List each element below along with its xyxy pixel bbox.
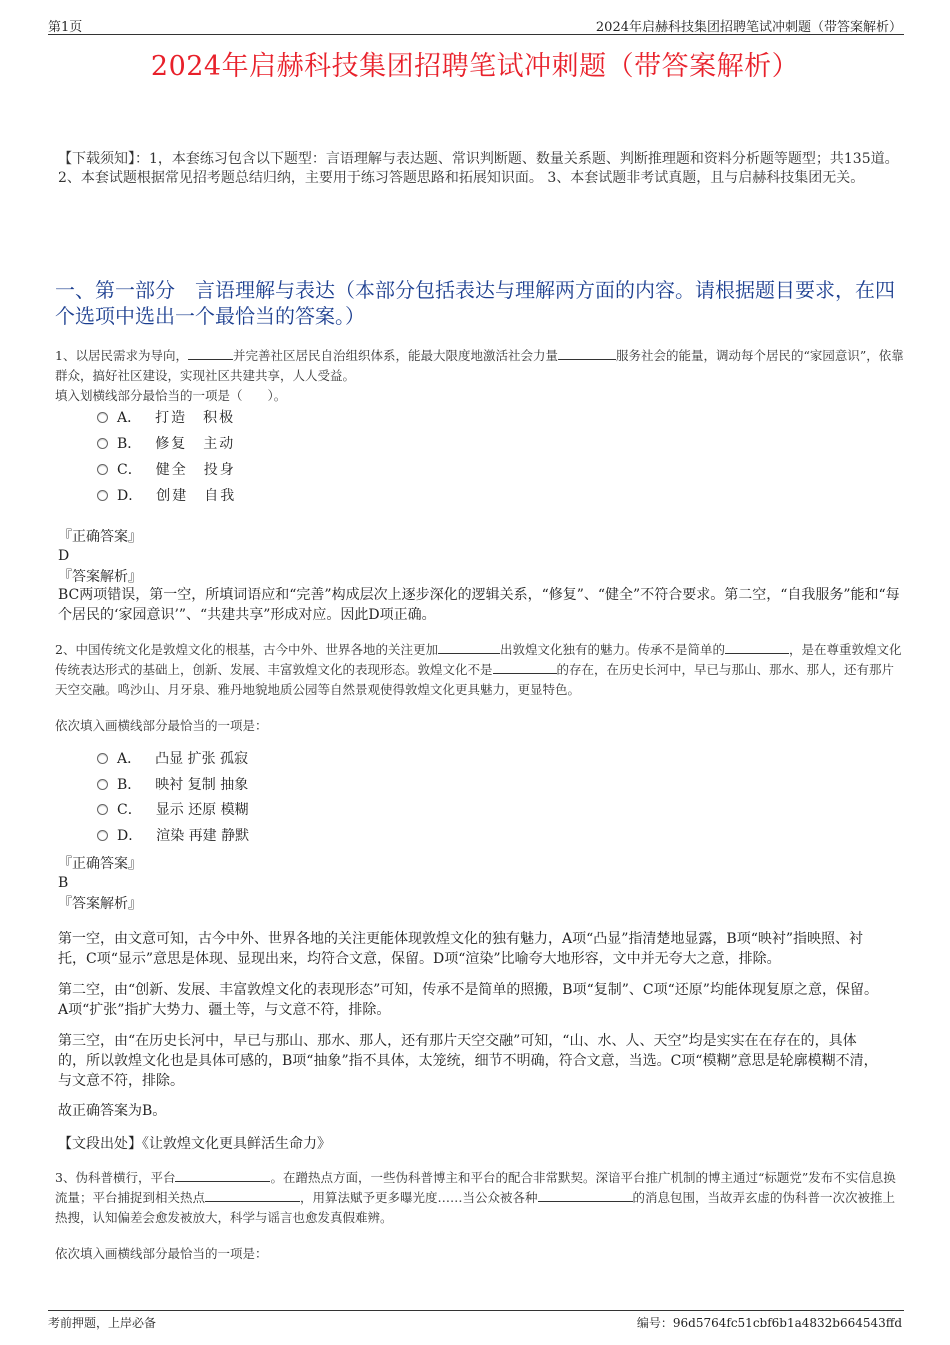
q1-text-part: 1、以居民需求为导向，: [55, 348, 188, 363]
q3-blank-3: [538, 1189, 633, 1202]
option-letter: D．: [117, 488, 143, 504]
question-2-text: [55, 640, 905, 700]
q2-blank-2: [725, 641, 789, 654]
header-rule: [48, 34, 904, 35]
option-letter: C．: [117, 462, 142, 478]
q2-text-part: ，是在尊重敦煌文化传统表达形式的基础上，创新、发展、丰富敦煌文化的表现形态。敦煌文化不是: [55, 642, 902, 677]
footer-rule: [48, 1310, 904, 1311]
q3-text-part: 3、伪科普横行，平台: [55, 1170, 176, 1185]
q1-option-a[interactable]: [97, 408, 235, 428]
q2-option-d[interactable]: [97, 826, 249, 846]
radio-icon[interactable]: [97, 830, 108, 841]
q1-answer: D: [58, 548, 70, 564]
q2-analysis-label: 『答案解析』: [58, 896, 142, 912]
option-text: 打造 积极: [155, 410, 236, 426]
option-letter: C．: [117, 802, 142, 818]
q2-option-a[interactable]: [97, 749, 248, 769]
question-3-text: [55, 1168, 905, 1228]
option-letter: B．: [117, 436, 142, 452]
radio-icon[interactable]: [97, 779, 108, 790]
option-letter: A．: [117, 751, 142, 767]
download-notice: 【下载须知】：1，本套练习包含以下题型：言语理解与表达题、常识判断题、数量关系题、判断推理题和资料分析题等题型；共135道。 2、本套试题根据常见招考题总结归纳，主要用于练习答题思路和拓展知识面。 3、本套试题非考试真题，且与启赫科技集团无关。: [58, 151, 899, 186]
q1-option-b[interactable]: [97, 434, 235, 454]
option-letter: B．: [117, 777, 142, 793]
option-text: 健全 投身: [155, 462, 236, 478]
page-title: 2024年启赫科技集团招聘笔试冲刺题（带答案解析）: [150, 51, 800, 82]
q2-analysis-p1: 第一空，由文意可知，古今中外、世界各地的关注更能体现敦煌文化的独有魅力，A项“凸显”指清楚地显露，B项“映衬”指映照、衬托，C项“显示”意思是体现、显现出来，均符合文意，保留。D项“渲染”比喻夸大地形容，文中并无夸大之意，排除。: [58, 931, 864, 967]
radio-icon[interactable]: [97, 753, 108, 764]
q2-text-part: 的存在，在历史长河中，早已与那山、那水、那人，还有那片天空交融。鸣沙山、月牙泉、雅丹地貌地质公园等自然景观使得敦煌文化更具魅力，更显特色。: [55, 662, 895, 697]
q2-option-c[interactable]: [97, 800, 249, 820]
question-3-prompt: 依次填入画横线部分最恰当的一项是：: [55, 1246, 268, 1261]
q2-conclusion: 故正确答案为B。: [58, 1103, 167, 1119]
radio-icon[interactable]: [97, 438, 108, 449]
radio-icon[interactable]: [97, 490, 108, 501]
question-1-prompt: 填入划横线部分最恰当的一项是（ ）。: [55, 388, 287, 403]
q2-text-part: 出敦煌文化独有的魅力。传承不是简单的: [499, 642, 725, 657]
option-text: 修复 主动: [155, 436, 236, 452]
q3-blank-2: [205, 1189, 300, 1202]
radio-icon[interactable]: [97, 464, 108, 475]
q3-text-part: 。在蹭热点方面，一些伪科普博主和平台的配合非常默契。深谙平台推广机制的博主通过“标题党”发布不实信息换流量；平台捕捉到相关热点: [55, 1170, 896, 1205]
option-text: 凸显 扩张 孤寂: [155, 751, 249, 767]
q1-blank-2: [558, 347, 616, 360]
q2-blank-1: [438, 641, 500, 654]
q2-analysis-p2: 第二空，由“创新、发展、丰富敦煌文化的表现形态”可知，传承不是简单的照搬，B项“复制”、C项“还原”均能体现复原之意，保留。A项“扩张”指扩大势力、疆土等，与文意不符，排除。: [58, 982, 878, 1018]
q1-analysis: BC两项错误，第一空，所填词语应和“完善”构成层次上逐步深化的逻辑关系，“修复”、“健全”不符合要求。第二空，“自我服务”能和“每个居民的‘家园意识’”、“共建共享”形成对应。因此D项正确。: [58, 587, 900, 623]
option-letter: A．: [117, 410, 142, 426]
q3-text-part: ，用算法赋予更多曝光度……当公众被各种: [300, 1190, 538, 1205]
q1-blank-1: [188, 347, 233, 360]
page-number: 第1页: [48, 20, 83, 35]
q2-analysis-p3: 第三空，由“在历史长河中，早已与那山、那水、那人，还有那片天空交融”可知，“山、水、人、天空”均是实实在在存在的，具体的，所以敦煌文化也是具体可感的，B项“抽象”指不具体，太笼统，细节不明确，符合文意，当选。C项“模糊”意思是轮廓模糊不清，与文意不符，排除。: [58, 1033, 878, 1089]
radio-icon[interactable]: [97, 412, 108, 423]
option-letter: D．: [117, 828, 143, 844]
q2-answer: B: [58, 875, 69, 891]
option-text: 创建 自我: [156, 488, 237, 504]
q2-source: 【文段出处】《让敦煌文化更具鲜活生命力》: [58, 1136, 331, 1152]
radio-icon[interactable]: [97, 804, 108, 815]
q1-answer-label: 『正确答案』: [58, 529, 142, 545]
q3-text-part: 的消息包围，当故弄玄虚的伪科普一次次被推上热搜，认知偏差会愈发被放大，科学与谣言也愈发真假难辨。: [55, 1190, 896, 1225]
q1-analysis-label: 『答案解析』: [58, 569, 142, 585]
q1-text-part: 并完善社区居民自治组织体系，能最大限度地激活社会力量: [232, 348, 558, 363]
option-text: 渲染 再建 静默: [156, 828, 250, 844]
q2-option-b[interactable]: [97, 775, 248, 795]
q2-answer-label: 『正确答案』: [58, 856, 142, 872]
document-id: 编号：96d5764fc51cbf6b1a4832b664543ffd: [636, 1316, 902, 1330]
option-text: 映衬 复制 抽象: [155, 777, 249, 793]
q2-blank-3: [493, 661, 557, 674]
q1-text-part: 服务社会的能量，调动每个居民的“家园意识”，依靠群众，搞好社区建设，实现社区共建共享，人人受益。: [55, 348, 904, 383]
q1-option-d[interactable]: [97, 486, 236, 506]
q1-option-c[interactable]: [97, 460, 236, 480]
q3-blank-1: [175, 1169, 270, 1182]
footer-slogan: 考前押题，上岸必备: [48, 1316, 157, 1330]
question-1-text: [55, 346, 905, 386]
q2-text-part: 2、中国传统文化是敦煌文化的根基，古今中外、世界各地的关注更加: [55, 642, 438, 657]
running-header-title: 2024年启赫科技集团招聘笔试冲刺题（带答案解析）: [595, 20, 902, 35]
section-heading: 一、第一部分 言语理解与表达（本部分包括表达与理解两方面的内容。请根据题目要求，在四个选项中选出一个最恰当的答案。）: [55, 278, 895, 328]
question-2-prompt: 依次填入画横线部分最恰当的一项是：: [55, 718, 268, 733]
option-text: 显示 还原 模糊: [155, 802, 249, 818]
